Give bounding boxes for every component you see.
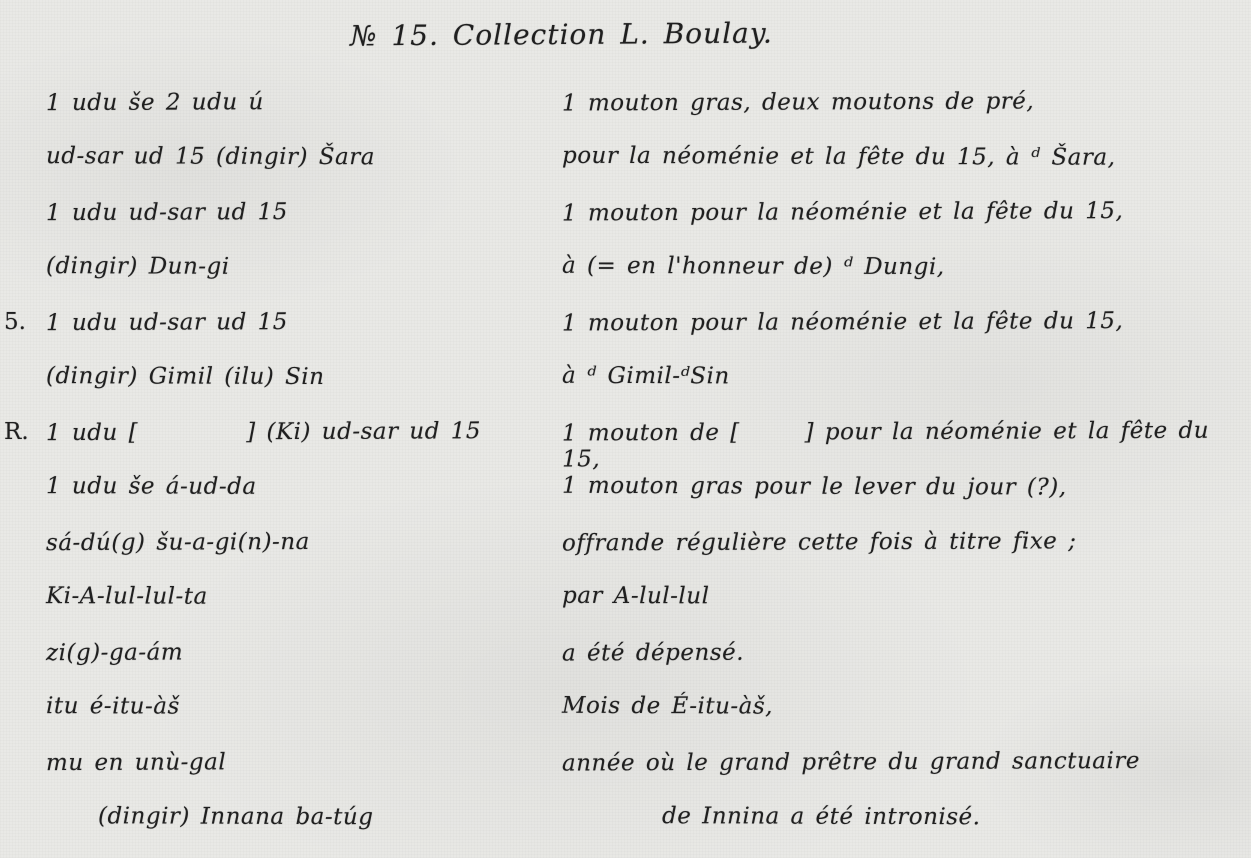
- translation-text: pour la néoménie et la fête du 15, à ᵈ Šara,: [561, 142, 1116, 171]
- translation-text: année où le grand prêtre du grand sanctuaire: [561, 747, 1141, 777]
- translation-text: de Innina a été intronisé.: [661, 803, 981, 831]
- manuscript-body: [0, 84, 1251, 854]
- manuscript-row: [0, 689, 1251, 744]
- transliteration-text: 1 udu še 2 udu ú: [45, 89, 264, 117]
- manuscript-row: [0, 359, 1251, 414]
- translation-text: 1 mouton gras pour le lever du jour (?),: [561, 472, 1067, 501]
- transliteration-text: mu en unù-gal: [45, 749, 227, 777]
- manuscript-row: [0, 579, 1251, 634]
- manuscript-row: [0, 469, 1251, 524]
- translation-text: Mois de É-itu-àš,: [561, 692, 774, 720]
- manuscript-row: [0, 84, 1251, 139]
- transliteration-text: 1 udu ud-sar ud 15: [45, 199, 288, 227]
- transliteration-text: 1 udu ud-sar ud 15: [45, 309, 288, 337]
- transliteration-text: itu é-itu-àš: [45, 693, 180, 720]
- translation-text: à (= en l'honneur de) ᵈ Dungi,: [561, 252, 945, 281]
- transliteration-text: ud-sar ud 15 (dingir) Šara: [45, 143, 375, 171]
- manuscript-row: [0, 249, 1251, 304]
- manuscript-row: [0, 194, 1251, 249]
- line-number: 5.: [4, 309, 26, 335]
- transliteration-text: Ki-A-lul-lul-ta: [45, 583, 208, 610]
- page-title: № 15. Collection L. Boulay.: [349, 16, 773, 53]
- transliteration-text: (dingir) Dun-gi: [45, 253, 230, 280]
- translation-text: par A-lul-lul: [561, 582, 710, 610]
- translation-text: à ᵈ Gimil-ᵈSin: [561, 362, 730, 390]
- manuscript-row: [0, 304, 1251, 359]
- transliteration-text: 1 udu [ ] (Ki) ud-sar ud 15: [45, 418, 482, 447]
- translation-text: 1 mouton de [ ] pour la néoménie et la fête du 15,: [561, 417, 1220, 473]
- transliteration-text: sá-dú(g) šu-a-gi(n)-na: [45, 528, 310, 557]
- translation-text: 1 mouton pour la néoménie et la fête du 15,: [561, 308, 1124, 337]
- translation-text: 1 mouton pour la néoménie et la fête du 15,: [561, 198, 1124, 227]
- manuscript-row: [0, 799, 1251, 854]
- manuscript-row: [0, 524, 1251, 579]
- transliteration-text: zi(g)-ga-ám: [45, 639, 184, 667]
- transliteration-text: (dingir) Gimil (ilu) Sin: [45, 363, 325, 391]
- line-number: R.: [4, 419, 29, 445]
- manuscript-row: [0, 634, 1251, 689]
- transliteration-text: (dingir) Innana ba-túg: [97, 803, 374, 831]
- manuscript-row: [0, 414, 1251, 473]
- transliteration-text: 1 udu še á-ud-da: [45, 473, 257, 500]
- manuscript-row: [0, 744, 1251, 799]
- translation-text: a été dépensé.: [561, 639, 745, 667]
- manuscript-row: [0, 139, 1251, 194]
- translation-text: 1 mouton gras, deux moutons de pré,: [561, 88, 1035, 117]
- translation-text: offrande régulière cette fois à titre fixe ;: [561, 528, 1077, 557]
